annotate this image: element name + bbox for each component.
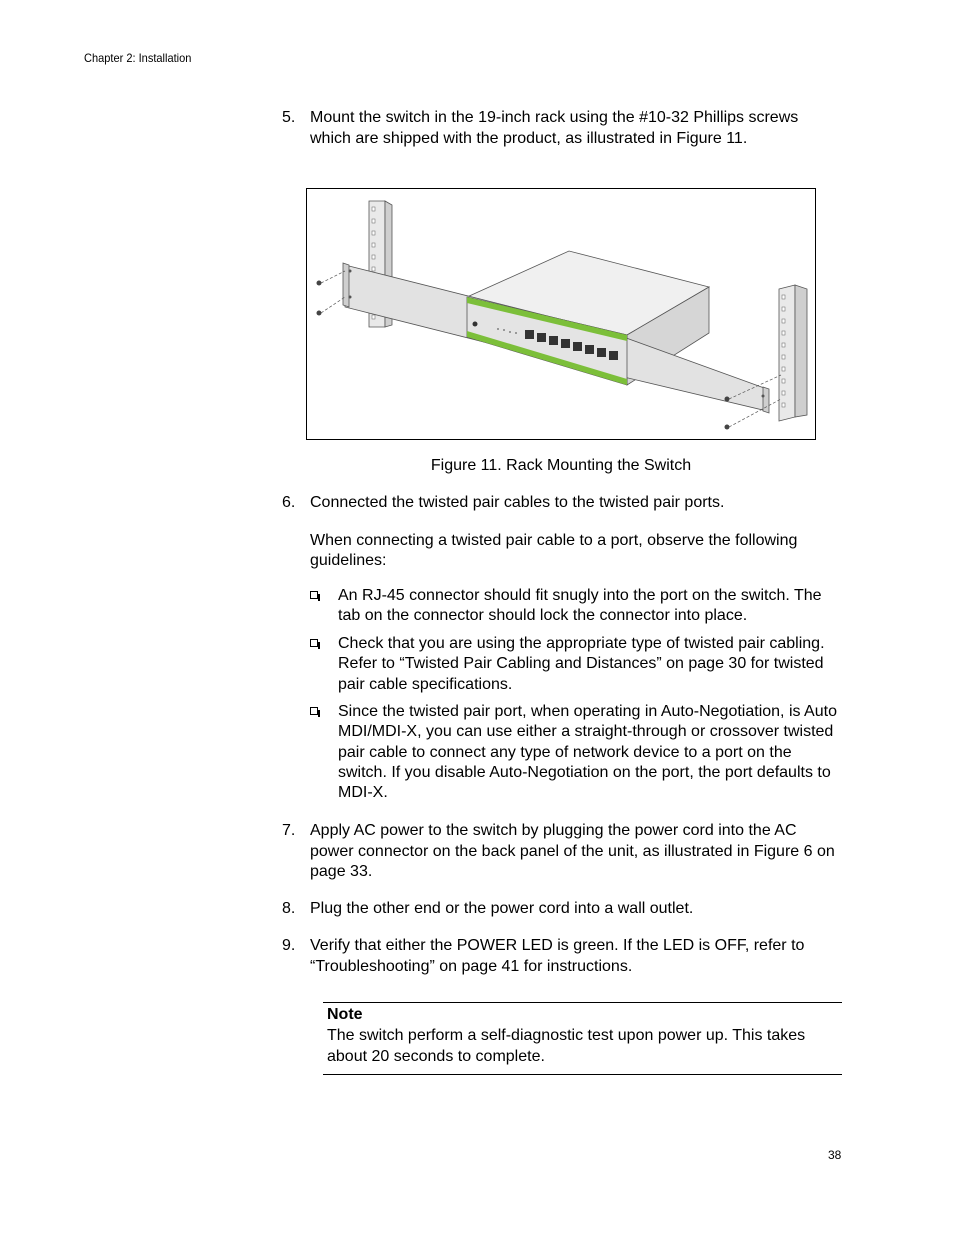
step-5	[282, 108, 842, 149]
step-text: Apply AC power to the switch by plugging the power cord into the AC power connector on the back panel of the unit, as illustrated in Figure 6 on page 33.	[310, 822, 835, 880]
step-number: 6.	[282, 494, 296, 511]
step-text: Connected the twisted pair cables to the twisted pair ports.	[310, 494, 725, 511]
list-item	[310, 702, 840, 803]
step-text: Verify that either the POWER LED is green. If the LED is OFF, refer to “Troubleshooting” on page 41 for instructions.	[310, 937, 805, 975]
step-text: Plug the other end or the power cord into a wall outlet.	[310, 900, 694, 917]
note-body: The switch perform a self-diagnostic test upon power up. This takes about 20 seconds to complete.	[327, 1027, 806, 1065]
figure-caption: Figure 11. Rack Mounting the Switch	[430, 457, 692, 474]
checkbox-bullet-icon	[310, 639, 318, 647]
rack-mount-illustration	[307, 189, 815, 439]
chapter-header: Chapter 2: Installation	[84, 51, 192, 65]
bullet-text: Check that you are using the appropriate type of twisted pair cabling. Refer to “Twisted Pair Cabling and Distances” on page 30 for twisted pair cable specifications.	[338, 635, 825, 693]
rack-mount-figure	[306, 188, 816, 440]
guidelines-intro: When connecting a twisted pair cable to a port, observe the following guidelines:	[310, 532, 798, 569]
list-item	[310, 634, 840, 695]
step-number: 8.	[282, 900, 296, 917]
checkbox-bullet-icon	[310, 591, 318, 599]
step-8	[282, 899, 842, 920]
step-number: 7.	[282, 822, 296, 839]
note-box	[323, 1002, 842, 1075]
checkbox-bullet-icon	[310, 707, 318, 715]
list-item	[310, 586, 840, 627]
step-9	[282, 936, 842, 977]
step-7	[282, 821, 842, 883]
bullet-text: Since the twisted pair port, when operating in Auto-Negotiation, is Auto MDI/MDI-X, you can use either a straight-through or crossover twisted pair cable to connect any type of network device to a port on the switch. If you disable Auto-Negotiation on the port, the port defaults to MDI-X.	[338, 703, 837, 802]
bullet-text: An RJ-45 connector should fit snugly into the port on the switch. The tab on the connector should lock the connector into place.	[338, 587, 822, 625]
step-6	[282, 493, 842, 514]
note-title: Note	[327, 1006, 363, 1023]
step-number: 9.	[282, 937, 296, 954]
step-number: 5.	[282, 109, 296, 126]
step-text: Mount the switch in the 19-inch rack using the #10-32 Phillips screws which are shipped with the product, as illustrated in Figure 11.	[310, 109, 799, 147]
page-number: 38	[828, 1148, 842, 1162]
